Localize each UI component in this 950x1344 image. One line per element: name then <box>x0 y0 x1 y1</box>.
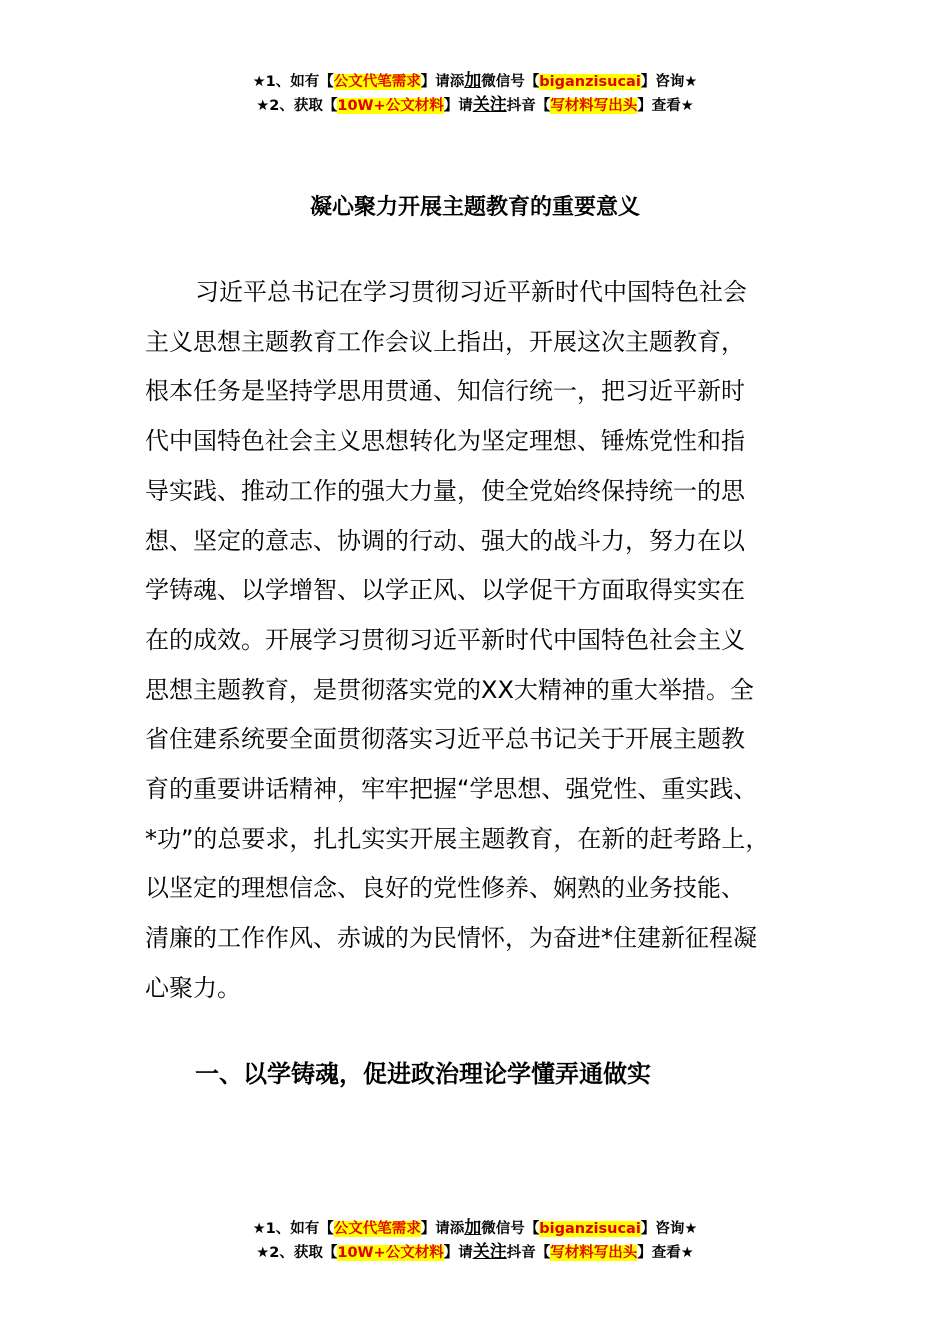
header-banner <box>0 70 950 118</box>
banner-text: 微信号【 <box>481 74 540 90</box>
body-paragraph <box>145 268 825 1014</box>
banner-underlined-text: 加 <box>464 1218 482 1238</box>
banner-highlight-douyin: 写材料写出头 <box>550 1245 638 1261</box>
banner-text: ★1、如有【 <box>252 74 334 90</box>
banner-text: 】查看★ <box>637 1245 694 1261</box>
banner-text: 】请添 <box>420 1221 465 1237</box>
paragraph-line: 省住建系统要全面贯彻落实习近平总书记关于开展主题教 <box>145 725 745 754</box>
section-heading: 一、以学铸魂，促进政治理论学懂弄通做实 <box>195 1060 651 1088</box>
paragraph-line: *功”的总要求，扎扎实实开展主题教育，在新的赶考路上， <box>145 824 770 853</box>
banner-highlight-wechat-id: biganzisucai <box>539 1221 641 1237</box>
banner-text: 】咨询★ <box>640 74 698 90</box>
paragraph-line: 学铸魂、以学增智、以学正风、以学促干方面取得实实在 <box>145 576 745 605</box>
banner-text: 】咨询★ <box>640 1221 698 1237</box>
footer-banner <box>0 1217 950 1265</box>
paragraph-line: 心聚力。 <box>145 973 241 1002</box>
banner-line-1 <box>0 1217 950 1241</box>
paragraph-line: 在的成效。开展学习贯彻习近平新时代中国特色社会主义 <box>145 625 745 654</box>
paragraph-line: 思想主题教育，是贯彻落实党的XX大精神的重大举措。全 <box>145 675 754 704</box>
banner-highlight: 公文代笔需求 <box>333 1221 421 1237</box>
paragraph-line: 根本任务是坚持学思用贯通、知信行统一，把习近平新时 <box>145 377 745 406</box>
document-title: 凝心聚力开展主题教育的重要意义 <box>309 195 640 220</box>
paragraph-line: 育的重要讲话精神，牢牢把握“学思想、强党性、重实践、 <box>145 775 758 804</box>
banner-text: 】请 <box>443 98 473 114</box>
banner-underlined-text: 关注 <box>472 95 507 115</box>
paragraph-line: 主义思想主题教育工作会议上指出，开展这次主题教育， <box>145 327 745 356</box>
paragraph-line: 以坚定的理想信念、良好的党性修养、娴熟的业务技能、 <box>145 874 745 903</box>
banner-text: 微信号【 <box>481 1221 540 1237</box>
banner-text: 抖音【 <box>506 1245 551 1261</box>
banner-highlight: 10W+公文材料 <box>337 98 444 114</box>
paragraph-line: 习近平总书记在学习贯彻习近平新时代中国特色社会 <box>195 278 747 306</box>
paragraph-line: 导实践、推动工作的强大力量，使全党始终保持统一的思 <box>145 476 745 505</box>
banner-highlight: 公文代笔需求 <box>333 74 421 90</box>
banner-text: 】查看★ <box>637 98 694 114</box>
paragraph-line: 代中国特色社会主义思想转化为坚定理想、锤炼党性和指 <box>145 427 745 456</box>
banner-line-2 <box>0 1241 950 1265</box>
paragraph-line: 想、坚定的意志、协调的行动、强大的战斗力，努力在以 <box>145 526 745 555</box>
banner-underlined-text: 关注 <box>472 1242 507 1262</box>
banner-text: 抖音【 <box>506 98 551 114</box>
banner-text: 】请 <box>443 1245 473 1261</box>
banner-text: ★2、获取【 <box>256 98 338 114</box>
banner-text: ★1、如有【 <box>252 1221 334 1237</box>
banner-text: 】请添 <box>420 74 465 90</box>
banner-underlined-text: 加 <box>464 71 482 91</box>
paragraph-line: 清廉的工作作风、赤诚的为民情怀，为奋进*住建新征程凝 <box>145 924 757 953</box>
banner-line-1 <box>0 70 950 94</box>
banner-text: ★2、获取【 <box>256 1245 338 1261</box>
banner-highlight-wechat-id: biganzisucai <box>539 74 641 90</box>
banner-highlight-douyin: 写材料写出头 <box>550 98 638 114</box>
banner-highlight: 10W+公文材料 <box>337 1245 444 1261</box>
banner-line-2 <box>0 94 950 118</box>
